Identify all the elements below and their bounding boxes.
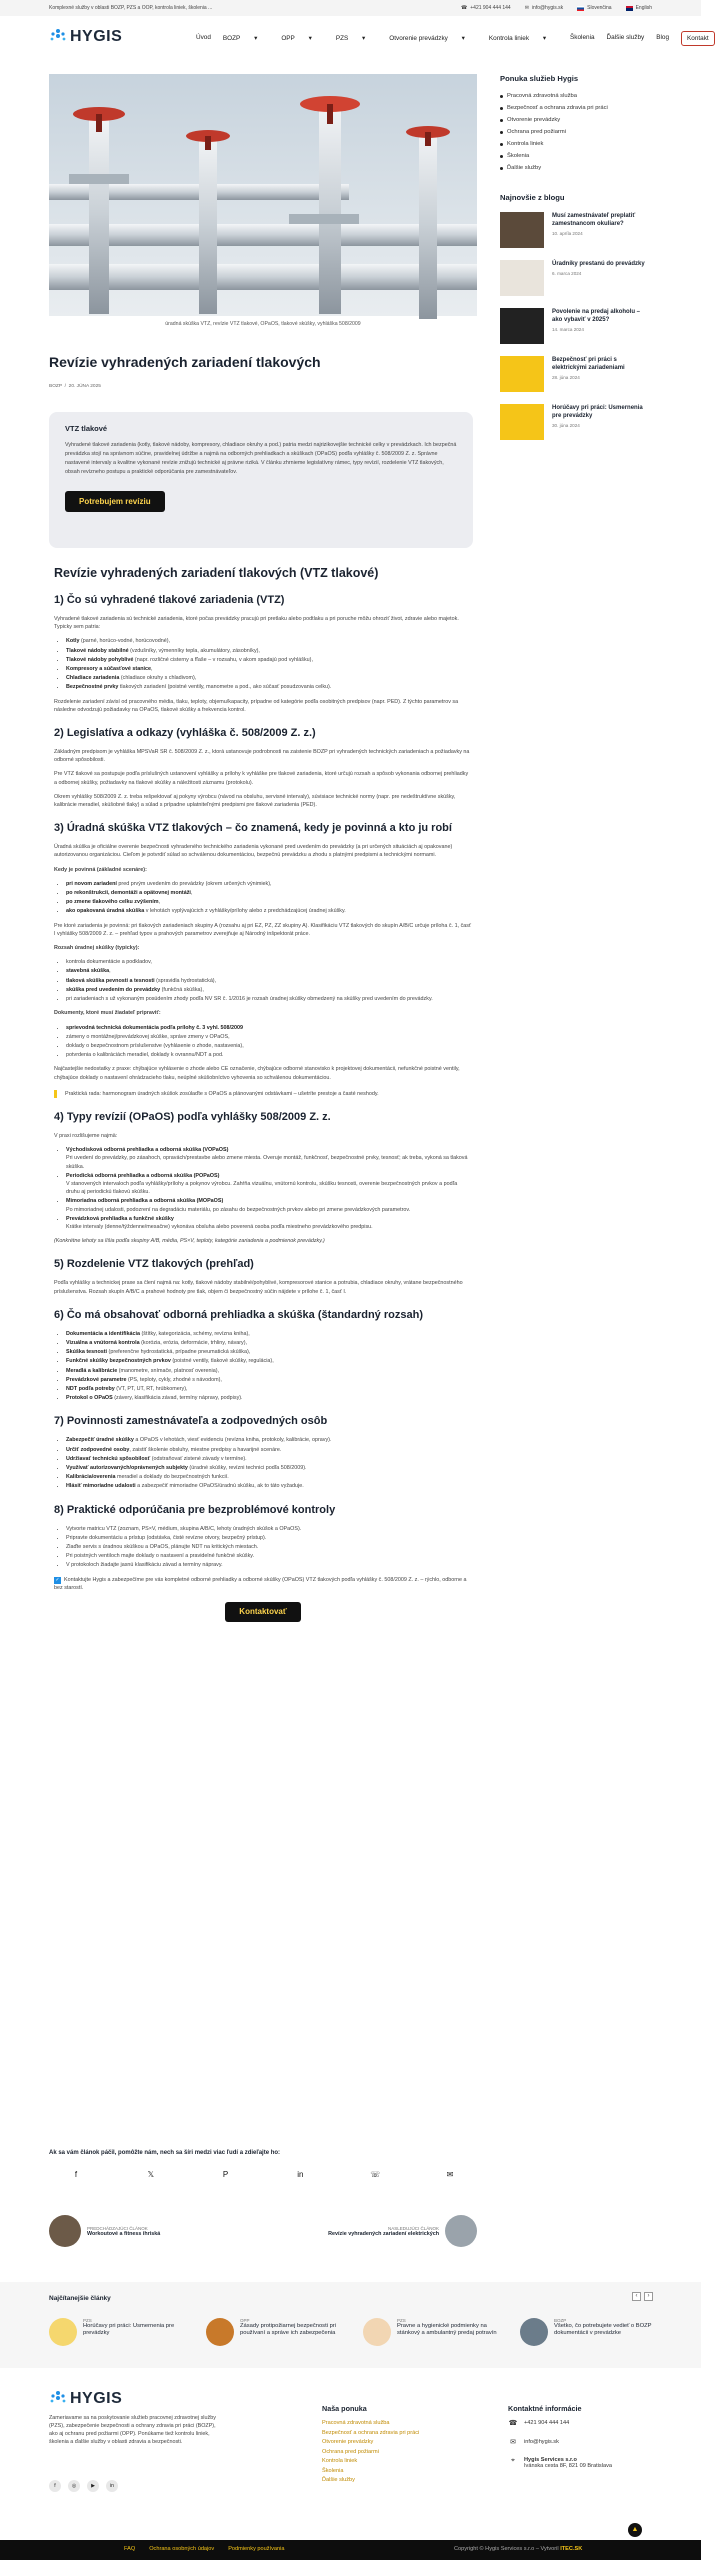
list-item: • Pripravte dokumentáciu a prístup (odstávka, čisté revízne otvory, bezpečný prístup). [66, 1534, 472, 1542]
blog-thumbnail [500, 308, 544, 344]
sidebar-blog-item[interactable]: Povolenie na predaj alkoholu – ako vybaviť v 2025? 14. marca 2024 [500, 308, 652, 344]
next-post-thumb [445, 2215, 477, 2247]
pipes-illustration [49, 74, 477, 316]
revision-type-item: • Východisková odborná prehliadka a odborná skúška (VOPaOS) Pri uvedení do prevádzky, po zásahoch, opravách/prestavbe alebo zmene miesta. Overuje montáž, funkčnosť, bezpečnostné prvky, tesnosť; ak treba, vykoná sa tlaková skúška. [66, 1146, 472, 1171]
list-item: • Zlaďte servis s úradnou skúškou a OPaOS, plánujte NDT na kritických miestach. [66, 1543, 472, 1551]
list-item: • doklady o bezpečnostnom príslušenstve (vyhlásenie o zhode, nastavenia), [66, 1042, 472, 1050]
chevron-down-icon: ▾ [461, 35, 465, 42]
list-s3-scope [66, 958, 472, 1003]
most-read-cards [49, 2318, 663, 2346]
sidebar [500, 74, 652, 452]
list-item: • Určiť zodpovedné osoby, zaistiť školenie obsluhy, miestne predpisy a havarijné scenáre. [66, 1446, 472, 1454]
footer-address: ⌖ Hygis Services s.r.o Ivánska cesta 8F, 821 09 Bratislava [508, 2457, 612, 2469]
image-caption: úradná skúška VTZ, revízie VTZ tlakové, OPaOS, tlakové skúšky, vyhláška 508/2009 [165, 321, 361, 327]
faq-link[interactable]: FAQ [124, 2546, 136, 2552]
sidebar-service-item[interactable]: Pracovná zdravotná služba [500, 93, 652, 99]
chevron-down-icon: ▾ [542, 35, 547, 42]
revision-type-item: • Prevádzková prehliadka a funkčné skúšky Krátke intervaly (denne/týždenne/mesačne) vykonáva obsluha alebo poverená osoba podľa miestneho prevádzkového predpisu. [66, 1215, 472, 1231]
blog-thumbnail [500, 404, 544, 440]
footer-offer-link[interactable]: Otvorenie prevádzky [322, 2439, 374, 2445]
list-item: • Hlásiť mimoriadne udalosti a zabezpečiť mimoriadne OPaOS/úradnú skúšku, ak to táto vyžaduje. [66, 1482, 472, 1490]
list-s6 [66, 1330, 472, 1403]
sidebar-blog-item[interactable]: Bezpečnosť pri práci s elektrickými zariadeniami 28. júna 2024 [500, 356, 652, 392]
footer-offer-link[interactable]: Školenia [322, 2467, 344, 2474]
site-footer [0, 2368, 701, 2540]
footer-offer-link[interactable]: Ďalšie služby [322, 2477, 355, 2483]
blog-thumbnail [500, 212, 544, 248]
chevron-down-icon: ▾ [362, 35, 366, 42]
phone-icon: ☎ [508, 2420, 518, 2427]
nav-dalsie[interactable]: Ďalšie služby [606, 34, 645, 41]
sidebar-blog-list [500, 212, 652, 440]
most-read-card[interactable]: PZS Pravne a hygienické podmienky na stánkový a ambulantný predaj potravín [363, 2318, 506, 2346]
main-nav [196, 34, 715, 46]
prev-post-thumb [49, 2215, 81, 2247]
card-thumbnail [363, 2318, 391, 2346]
next-post-link[interactable]: NASLEDUJÚCI ČLÁNOK Revízie vyhradených zariadení elektrických [328, 2215, 477, 2247]
most-read-card[interactable]: OPP Zásady protipožiarnej bezpečnosti pri používaní a správe ich zabezpečenia [206, 2318, 349, 2346]
pinterest-icon[interactable]: P [222, 2170, 229, 2179]
site-logo[interactable]: HYGIS [49, 26, 122, 48]
bottom-links [124, 2546, 285, 2552]
flag-sk-icon [577, 6, 584, 11]
list-item: • Kalibrácia/overenia meradiel a doklady do bezpečnostných funkcií. [66, 1473, 472, 1481]
sidebar-service-item[interactable]: Ochrana pred požiarmi [500, 129, 652, 135]
sidebar-service-item[interactable]: Kontrola liniek [500, 141, 652, 147]
arrow-right-icon[interactable]: › [644, 2292, 653, 2301]
list-item: • tlaková skúška pevnosti a tesnosti (spravidla hydrostatická), [66, 977, 472, 985]
logo-icon [49, 2388, 67, 2410]
chevron-down-icon: ▾ [308, 35, 312, 42]
footer-logo[interactable]: HYGIS [49, 2388, 122, 2410]
chevron-down-icon: ▾ [254, 35, 258, 42]
list-item: • Zabezpečiť úradné skúšky a OPaOS v lehotách, viesť evidenciu (revízna kniha, protokoly, kalibrácie, opravy). [66, 1436, 472, 1444]
paragraph: Pre VTZ tlakové sa postupuje podľa príslušných ustanovení vyhlášky a prílohy k vyhláške pre tlakové zariadenia, ktoré určujú rozsah a spôsob vykonania odbornej prehliadky a odbornej skúšky, požiadavky na tlakové skúšky a náležitosti záznamu (protokolu). [54, 771, 469, 786]
sidebar-service-item[interactable]: Školenia [500, 153, 652, 159]
list-item: • Pri poistných ventiloch majte doklady o nastavení a pravidelné funkčné skúšky. [66, 1552, 472, 1560]
paragraph: Okrem vyhlášky 508/2009 Z. z. treba rešpektovať aj pokyny výrobcu (návod na obsluhu, servisné intervaly), súvisiace technické normy (napr. pre nedeštruktívne skúšky, kalibrácie meradiel, skúšobné tlaky) a súlad s prípadne uplatniteľnými predpismi pre tlakové zariadenia (PED). [54, 793, 456, 809]
paragraph: Najčastejšie nedostatky z praxe: chýbajúce vyhlásenie o zhode alebo CE označenie, chýbajúce odborné stanovisko k projektovej dokumentácii, nefunkčné poistné ventily, chýbajúce doklady o nastavení ohrádzacieho tlaku, neúplné skúšobníctvo vyhovenia so schválenou dokumentáciou. [54, 1066, 460, 1081]
list-item: • Meradlá a kalibrácie (manometre, snímače, platnosť overenia), [66, 1367, 472, 1375]
arrow-up-icon: ▲ [631, 2526, 639, 2533]
practical-tip: Praktická rada: harmonogram úradných skúšok zosúlaďte s OPaOS a plánovanými odstávkami – ušetríte prestoje a časté neshody. [54, 1090, 472, 1098]
footer-offer-links [322, 2419, 419, 2484]
sidebar-blog-item[interactable]: Úradníky prestanú do prevádzky 6. marca 2024 [500, 260, 652, 296]
nav-uvod[interactable]: Úvod [196, 34, 211, 41]
list-s8 [66, 1525, 472, 1570]
revision-type-item: • Periodická odborná prehliadka a odborná skúška (POPaOS) V stanovených intervaloch podľa vyhlášky/prílohy a pokynov výrobcu. Zahŕňa vizuálnu, vnútornú kontrolu, skúšku tesnosti, overenie bezpečnostných prvkov a podľa druhu aj periodickú tlakovú skúšku. [66, 1172, 472, 1197]
list-item: • potvrdenia o kalibráciách meradiel, doklady k ovrannu/NDT a pod. [66, 1051, 472, 1059]
flag-en-icon [626, 6, 633, 11]
sidebar-service-item[interactable]: Bezpečnosť a ochrana zdravia pri práci [500, 105, 652, 111]
footer-offer-link[interactable]: Pracovná zdravotná služba [322, 2420, 390, 2426]
list-item: • pri zariadeniach s už vykonaným posúdením zhody podľa NV SR č. 1/2016 je rozsah úradnej skúšky obmedzený na skúšky pred uvedením do prevádzky. [66, 995, 472, 1003]
list-item: • Skúška tesnosti (preferenčne hydrostatická, prípadne pneumatická skúška), [66, 1348, 472, 1356]
sidebar-blog-item[interactable]: Musí zamestnávateľ preplatiť zamestnancom okuliare? 10. apríla 2024 [500, 212, 652, 248]
bottom-bar [0, 2540, 701, 2560]
copyright: Copyright © Hygis Services s.r.o – Vytvoril ITEC.SK [454, 2546, 583, 2552]
sidebar-service-item[interactable]: Otvorenie prevádzky [500, 117, 652, 123]
list-item: • ako opakovaná úradná skúška v lehotách vyplývajúcich z vyhlášky/prílohy alebo z predchádzajúcej úradnej skúšky. [66, 907, 472, 915]
paragraph: Kedy je povinná (základné scenáre): [54, 866, 147, 873]
section-heading-4: 4) Typy revízií (OPaOS) podľa vyhlášky 508/2009 Z. z. [54, 1110, 331, 1123]
list-s1 [66, 637, 472, 691]
footer-offer-link[interactable]: Bezpečnosť a ochrana zdravia pri práci [322, 2429, 420, 2436]
sidebar-blog-item[interactable]: Horúčavy pri práci: Usmernenia pre prevádzky 30. júna 2024 [500, 404, 652, 440]
section-heading-1: 1) Čo sú vyhradené tlakové zariadenia (VTZ) [54, 594, 285, 606]
privacy-link[interactable]: Ochrana osobných údajov [149, 2546, 215, 2552]
top-bar-text: Komplexné služby v oblasti BOZP, PZS a OOP, kontrola liniek, školenia ... [49, 5, 213, 11]
list-item: • Funkčné skúšky bezpečnostných prvkov (poistné ventily, tlakové skúšky, regulácia), [66, 1357, 472, 1365]
x-icon[interactable]: 𝕏 [147, 2170, 155, 2179]
list-item: • Kompresory a súčasťové stanice, [66, 665, 472, 673]
revision-type-item: • Mimoriadna odborná prehliadka a odborná skúška (MOPaOS) Po mimoriadnej udalosti, podozrení na degradáciu materiálu, po zásahu do bezpečnostných prvkov alebo pri zmene prevádzkových parametrov. [66, 1197, 472, 1213]
intro-box-text: Vyhradené tlakové zariadenia (kotly, tlakové nádoby, kompresory, chladiace okruhy a pod.) patria medzi najrizikovejšie technické celky v prevádzkach. Ich bezpečná prevádzka stojí na správnom súčine, pravidelnej údržbe a najmä na odborných prehliadkach a skúškach (OPaOS) podľa vyhlášky č. 508/2009 Z. z. Správne nastavené intervaly a kvalitne vykonané revízie znižujú technické aj právne riziká. V článku zhrnieme legislatívny rámec, typy revízií, rozdelenie VTZ tlakových, obsah revízneho postupu a praktické odporúčania pre zamestnávateľov. [65, 442, 457, 475]
list-s7 [66, 1436, 472, 1490]
footer-offer [322, 2404, 419, 2486]
paragraph: Úradná skúška je oficiálne overenie bezpečnosti vyhradeného technického zariadenia vykonané pred uvedením do prevádzky (a pri určených situáciách aj opakovane) autorizovanou organizáciou. Cieľom je potvrdiť súlad so schválenou dokumentáciou, bezpečnú prevádzku a zhodu s platnými predpismi a technickými normami. [54, 844, 453, 859]
list-item: • Tlakové nádoby stabilné (vzdušníky, výmenníky tepla, akumulátory, zásobníky), [66, 647, 472, 655]
instagram-icon[interactable]: ◎ [68, 2480, 80, 2492]
logo-icon [49, 26, 67, 48]
meta-date: 20. JÚNA 2025 [68, 384, 101, 389]
footer-email[interactable]: ✉ info@hygis.sk [508, 2438, 612, 2446]
card-thumbnail [520, 2318, 548, 2346]
facebook-icon[interactable]: f [49, 2480, 61, 2492]
list-item: • Tlakové nádoby pohyblivé (napr. rozličné cisterny a fľaše – v rozsahu, v akom spadajú pod vyhlášku), [66, 656, 472, 664]
share-title: Ak sa vám článok páčil, pomôžte nám, nech sa šíri medzi viac ľudí a zdieľajte ho: [49, 2150, 281, 2156]
list-item: • V protokoloch žiadajte jasnú klasifikáciu závad a termíny nápravy. [66, 1561, 472, 1569]
article-heading: Revízie vyhradených zariadení tlakových (VTZ tlakové) [54, 566, 379, 580]
meta-separator: / [63, 384, 69, 389]
site-header [0, 16, 709, 58]
phone-icon: ☎ [461, 5, 468, 11]
share-icons [49, 2170, 477, 2179]
section-heading-3: 3) Úradná skúška VTZ tlakových – čo znamená, kedy je povinná a kto ju robí [54, 822, 452, 835]
footer-contact [508, 2404, 612, 2480]
list-s3-docs [66, 1024, 472, 1060]
list-item: • Dokumentácia a identifikácia (štítky, kategorizácia, schémy, revízna kniha), [66, 1330, 472, 1338]
list-item: • po zmene tlakového celku zvýšením, [66, 898, 472, 906]
list-item: • NDT podľa potreby (VT, PT, UT, RT, hrúbkomery), [66, 1385, 472, 1393]
contact-button[interactable]: Kontakt [681, 31, 715, 46]
section-heading-6: 6) Čo má obsahovať odborná prehliadka a skúška (štandardný rozsah) [54, 1308, 423, 1321]
list-item: • stavebná skúška, [66, 967, 472, 975]
article-body [54, 566, 472, 1632]
nav-pzs[interactable]: PZS ▾ [335, 35, 366, 42]
footer-offer-link[interactable]: Ochrana pred požiarmi [322, 2448, 379, 2455]
contact-cta-button[interactable]: Kontaktovať [225, 1602, 300, 1622]
list-item: • sprievodná technická dokumentácia podľa prílohy č. 3 vyhl. 508/2009 [66, 1024, 472, 1032]
top-bar [0, 0, 701, 16]
intro-box [49, 412, 473, 548]
paragraph: V praxi rozlišujeme najmä: [54, 1132, 118, 1139]
list-item: • Bezpečnostné prvky tlakových zariadení (poistné ventily, manometre a pod., ako súčasť posudzovania celku). [66, 683, 472, 691]
list-s3 [66, 880, 472, 916]
most-read-card[interactable]: PZS Horúčavy pri práci: Usmernenia pre prevádzky [49, 2318, 192, 2346]
intro-box-title: VTZ tlakové [65, 424, 108, 433]
terms-link[interactable]: Podmienky používania [228, 2546, 285, 2552]
carousel-arrows [632, 2292, 653, 2301]
blog-thumbnail [500, 356, 544, 392]
nav-skolenia[interactable]: Školenia [570, 34, 595, 41]
section-heading-2: 2) Legislatíva a odkazy (vyhláška č. 508/2009 Z. z.) [54, 727, 316, 740]
linkedin-icon[interactable]: in [297, 2170, 304, 2179]
nav-opp[interactable]: OPP ▾ [281, 35, 312, 42]
paragraph: Rozdelenie zariadení závisí od pracovného média, tlaku, teploty, objemu/kapacity, prípadne od kategórie podľa osobitných predpisov (napr. PED). Z týchto parametrov sa následne odvodzujú požiadavky na OPaOS, tlakové skúšky a frekvencia kontrol. [54, 698, 459, 713]
footer-description: Zameriavame sa na poskytovanie služieb pracovnej zdravotnej služby (PZS), zabezpečenie bezpečnosti a ochrany zdravia pri práci (BOZP), ako aj ochranu pred požiarmi (OPP). Ponúkame tiež kontrolu liniek, školenia a ďalšie služby v oblasti zdravia a bezpečnosti. [49, 2415, 216, 2445]
final-cta-text: ✓ Kontaktujte Hygis a zabezpečíme pre vás kompletné odborné prehliadky a odborné skúšky (OPaOS) VTZ tlakových podľa vyhlášky č. 508/2009 Z. z. – rýchlo, odborne a bez starostí. [54, 1576, 467, 1591]
paragraph: Vyhradené tlakové zariadenia sú technické zariadenia, ktoré počas prevádzky pracujú pri pretlaku alebo podtlaku a pri poruche môžu ohroziť život, zdravie alebo majetok. Typicky sem patria: [54, 616, 459, 631]
section-heading-8: 8) Praktické odporúčania pre bezproblémové kontroly [54, 1503, 336, 1516]
need-revision-button[interactable]: Potrebujem revíziu [65, 491, 165, 512]
lang-sk[interactable]: Slovenčina [577, 5, 611, 11]
list-item: • Udržiavať technickú spôsobilosť (odstraňovať zistené závady v termíne). [66, 1455, 472, 1463]
post-navigation [49, 2215, 477, 2247]
post-meta [49, 384, 101, 389]
sidebar-services [500, 93, 652, 171]
whatsapp-icon[interactable]: ☏ [370, 2170, 381, 2179]
paragraph: Základným predpisom je vyhláška MPSVaR SR č. 508/2009 Z. z., ktorá ustanovuje podrobnosti na zaistenie BOZP pri vyhradených technických zariadeniach a požiadavky na odborné spôsobilosti. [54, 749, 470, 764]
list-item: • Prevádzkové parametre (PS, teploty, cykly, zhodné s návodom), [66, 1376, 472, 1384]
footer-offer-title: Naša ponuka [322, 2404, 367, 2413]
arrow-left-icon[interactable]: ‹ [632, 2292, 641, 2301]
paragraph: Dokumenty, ktoré musí žiadateľ pripraviť: [54, 1010, 161, 1017]
nav-kontrola[interactable]: Kontrola liniek ▾ [488, 35, 547, 42]
footer-phone[interactable]: ☎ +421 904 444 144 [508, 2420, 570, 2427]
sidebar-services-title: Ponuka služieb Hygis [500, 74, 579, 83]
paragraph: Rozsah úradnej skúšky (typicky): [54, 945, 140, 952]
footer-offer-link[interactable]: Kontrola liniek [322, 2458, 358, 2464]
nav-otvorenie[interactable]: Otvorenie prevádzky ▾ [389, 35, 465, 42]
top-email[interactable]: ✉ info@hygis.sk [524, 5, 564, 11]
footer-social [49, 2480, 118, 2492]
section-heading-5: 5) Rozdelenie VTZ tlakových (prehľad) [54, 1258, 254, 1271]
lang-en[interactable]: English [626, 5, 652, 11]
sidebar-service-item[interactable]: Ďalšie služby [500, 165, 652, 171]
most-read-section [0, 2282, 701, 2368]
list-item: • Kotly (parné, horúco-vodné, horúcovodné), [66, 637, 472, 645]
email-icon[interactable]: ✉ [446, 2170, 454, 2179]
mail-icon: ✉ [524, 5, 529, 11]
paragraph: Podľa vyhlášky a technickej praxe sa člení najmä na: kotly, tlakové nádoby stabilné/pohyblivé, kompresorové stanice a potrubia, chladiace okruhy, vrátane bezpečnostného príslušenstva. Rozsah skupín A/B/C a prahové hodnoty pre tlak, objem či bezpečnostný súčin nájdete v prílohe č. 1, časť I. [54, 1280, 463, 1295]
meta-category[interactable]: BOZP [49, 384, 62, 389]
blog-thumbnail [500, 260, 544, 296]
list-item: • Protokol o OPaOS (závery, klasifikácia závad, termíny nápravy, podpisy). [66, 1394, 472, 1402]
list-item: • skúška pred uvedením do prevádzky (funkčná skúška), [66, 986, 472, 994]
list-item: • Využívať autorizovaných/oprávnených subjekty (úradné skúšky, revízni technici podľa 508/2009). [66, 1464, 472, 1472]
sidebar-blog-title: Najnovšie z blogu [500, 193, 565, 202]
list-item: • pri novom zariadení pred prvým uvedením do prevádzky (okrem určených výnimiek), [66, 880, 472, 888]
list-item: • Vizuálna a vnútorná kontrola (korózia, erózia, deformácie, trhliny, návary), [66, 1339, 472, 1347]
card-thumbnail [49, 2318, 77, 2346]
linkedin-icon[interactable]: in [106, 2480, 118, 2492]
list-item: • zámeny o montážnej/prevádzkovej skúške, správe zmeny v OPaOS, [66, 1033, 472, 1041]
youtube-icon[interactable]: ▶ [87, 2480, 99, 2492]
facebook-icon[interactable]: f [74, 2170, 78, 2179]
paragraph: Pre ktoré zariadenia je povinná: pri tlakových zariadeniach skupiny A (rozsahu aj pri EZ, PZ, ZZ skupiny A). Klasifikáciu VTZ tlakových do skupín A/B/C určuje príloha č. 1, časť I vyhlášky 508/2009 Z. z. – prehľad typov a prahových parametrov zverejňuje aj Národný inšpektorát práce. [54, 922, 471, 937]
most-read-card[interactable]: BOZP Všetko, čo potrebujete vedieť o BOZP dokumentácii v prevádzke [520, 2318, 663, 2346]
section-heading-7: 7) Povinnosti zamestnávateľa a zodpovedných osôb [54, 1415, 328, 1428]
share-section [49, 2150, 477, 2179]
most-read-title: Najčítanejšie články [49, 2295, 111, 2302]
top-phone[interactable]: ☎ +421 904 444 144 [461, 5, 511, 11]
paragraph-note: (Konkrétne lehoty sa líšia podľa skupiny A/B, média, PS×V, teploty, kategórie zariadenia a podmienok prevádzky.) [54, 1238, 325, 1245]
page-title: Revízie vyhradených zariadení tlakových [49, 354, 321, 370]
author-link[interactable]: ITEC.SK [560, 2546, 583, 2552]
scroll-to-top-button[interactable] [628, 2523, 642, 2537]
featured-image [49, 74, 477, 316]
nav-blog[interactable]: Blog [656, 34, 669, 41]
list-item: • Vytvorte matricu VTZ (zoznam, PS×V, médium, skupina A/B/C, lehoty úradných skúšok a OPaOS). [66, 1525, 472, 1533]
location-pin-icon: ⌖ [511, 2457, 515, 2464]
list-s4 [66, 1146, 472, 1231]
list-item: • po rekonštrukcii, demontáži a opätovnej montáži, [66, 889, 472, 897]
nav-bozp[interactable]: BOZP ▾ [222, 35, 258, 42]
card-thumbnail [206, 2318, 234, 2346]
list-item: • Chladiace zariadenia (chladiace okruhy s chladivom), [66, 674, 472, 682]
footer-contact-title: Kontaktné informácie [508, 2404, 582, 2413]
check-icon: ✓ [55, 1576, 60, 1583]
list-item: • kontrola dokumentácie a podkladov, [66, 958, 472, 966]
mail-icon: ✉ [510, 2439, 516, 2446]
prev-post-link[interactable]: PREDCHÁDZAJÚCI ČLÁNOK Workoutové a fitness ihriská [49, 2215, 160, 2247]
